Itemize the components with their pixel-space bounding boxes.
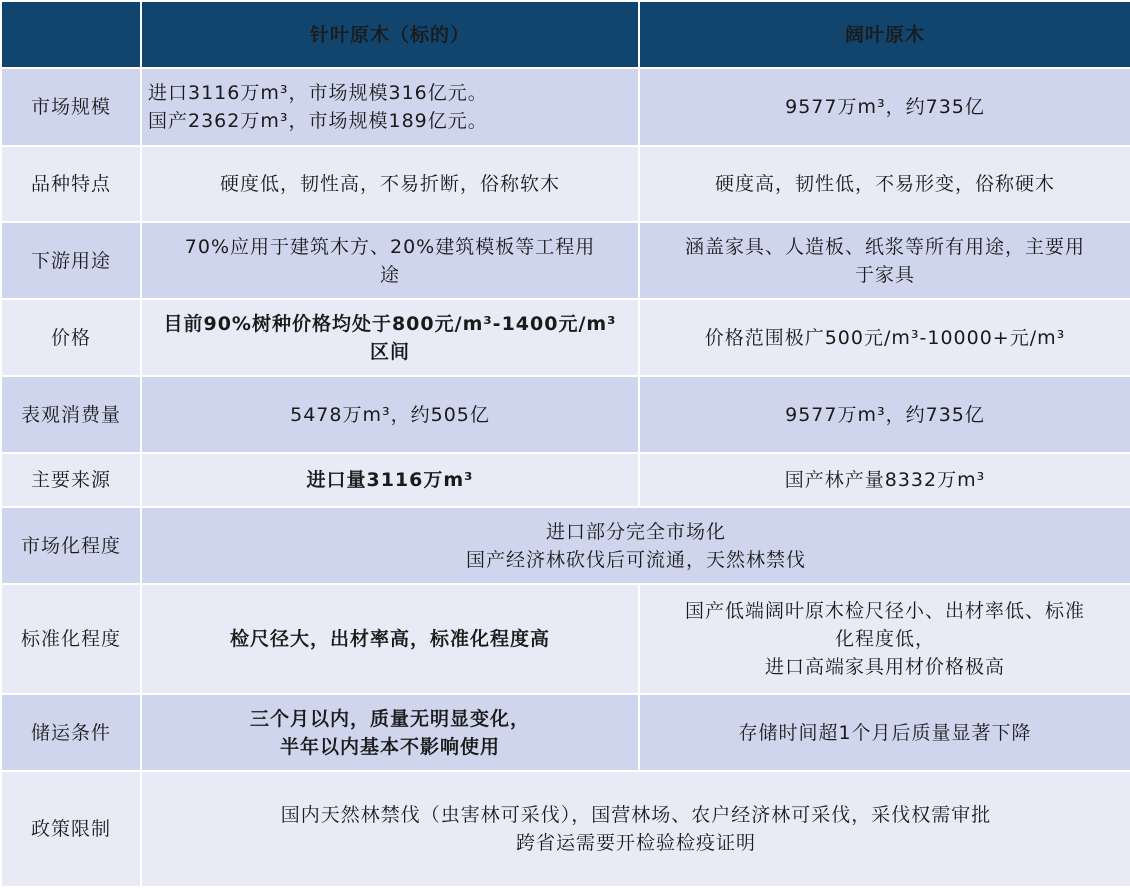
row-market-size	[1, 68, 1130, 146]
row-apparent-consumption	[1, 376, 1130, 453]
cell-line: 国产经济林砍伐后可流通，天然林禁伐	[465, 548, 806, 571]
hardwood-cell	[639, 146, 1130, 222]
cell-line: 于家具	[854, 263, 915, 286]
row-downstream-use	[1, 222, 1130, 299]
cell-line: 价格范围极广500元/m³-10000+元/m³	[704, 326, 1066, 349]
row-main-source	[1, 453, 1130, 507]
hardwood-cell	[639, 299, 1130, 376]
softwood-cell	[141, 694, 639, 771]
cell-line: 途	[379, 263, 400, 286]
cell-line: 进口高端家具用材价格极高	[764, 656, 1005, 678]
row-standardization	[1, 584, 1130, 694]
softwood-cell	[141, 222, 639, 299]
softwood-cell	[141, 453, 639, 507]
cell-line: 9577万m³，约735亿	[785, 96, 985, 118]
cell-line: 进口3116万m³，市场规模316亿元。	[148, 82, 488, 104]
softwood-cell	[141, 68, 639, 146]
cell-line: 国产2362万m³，市场规模189亿元。	[148, 110, 488, 132]
row-label: 价格	[1, 299, 141, 376]
softwood-cell	[141, 299, 639, 376]
cell-line: 目前90%树种价格均处于800元/m³-1400元/m³	[163, 312, 617, 335]
row-label: 品种特点	[1, 146, 141, 222]
hardwood-cell	[639, 68, 1130, 146]
row-label: 主要来源	[1, 453, 141, 507]
row-label: 表观消费量	[1, 376, 141, 453]
cell-line: 硬度高，韧性低，不易形变，俗称硬木	[714, 173, 1055, 195]
row-label: 下游用途	[1, 222, 141, 299]
row-label: 市场规模	[1, 68, 141, 146]
header-row	[1, 1, 1130, 68]
softwood-cell	[141, 376, 639, 453]
merged-cell	[141, 507, 1130, 584]
row-marketization	[1, 507, 1130, 584]
cell-line: 国产林产量8332万m³	[784, 469, 986, 491]
cell-line: 5478万m³，约505亿	[290, 403, 490, 426]
cell-line: 进口量3116万m³	[306, 469, 474, 491]
row-label: 标准化程度	[1, 584, 141, 694]
header-corner	[1, 1, 141, 68]
cell-line: 跨省运需要开检验检疫证明	[515, 832, 756, 854]
row-label: 政策限制	[1, 771, 141, 887]
cell-line: 检尺径大，出材率高，标准化程度高	[229, 628, 550, 650]
softwood-cell	[141, 146, 639, 222]
cell-line: 国内天然林禁伐（虫害林可采伐），国营林场、农户经济林可采伐，采伐权需审批	[280, 804, 992, 826]
cell-line: 70%应用于建筑木方、20%建筑模板等工程用	[184, 235, 596, 258]
hardwood-cell	[639, 584, 1130, 694]
cell-line: 硬度低，韧性高，不易折断，俗称软木	[219, 173, 560, 195]
row-label: 市场化程度	[1, 507, 141, 584]
row-policy	[1, 771, 1130, 887]
row-variety	[1, 146, 1130, 222]
hardwood-cell	[639, 376, 1130, 453]
row-label: 储运条件	[1, 694, 141, 771]
cell-line: 9577万m³，约735亿	[785, 403, 985, 426]
header-hardwood: 阔叶原木	[639, 1, 1130, 68]
cell-line: 国产低端阔叶原木检尺径小、出材率低、标准	[684, 600, 1085, 622]
softwood-cell	[141, 584, 639, 694]
cell-line: 半年以内基本不影响使用	[279, 735, 500, 758]
cell-line: 存储时间超1个月后质量显著下降	[738, 721, 1032, 744]
row-storage-transport	[1, 694, 1130, 771]
header-softwood: 针叶原木（标的）	[141, 1, 639, 68]
cell-line: 进口部分完全市场化	[545, 520, 726, 543]
hardwood-cell	[639, 694, 1130, 771]
row-price	[1, 299, 1130, 376]
cell-line: 三个月以内，质量无明显变化，	[249, 707, 530, 730]
cell-line: 区间	[369, 340, 410, 363]
merged-cell	[141, 771, 1130, 887]
cell-line: 化程度低，	[834, 628, 935, 650]
hardwood-cell	[639, 222, 1130, 299]
cell-line: 涵盖家具、人造板、纸浆等所有用途，主要用	[684, 235, 1085, 258]
hardwood-cell	[639, 453, 1130, 507]
